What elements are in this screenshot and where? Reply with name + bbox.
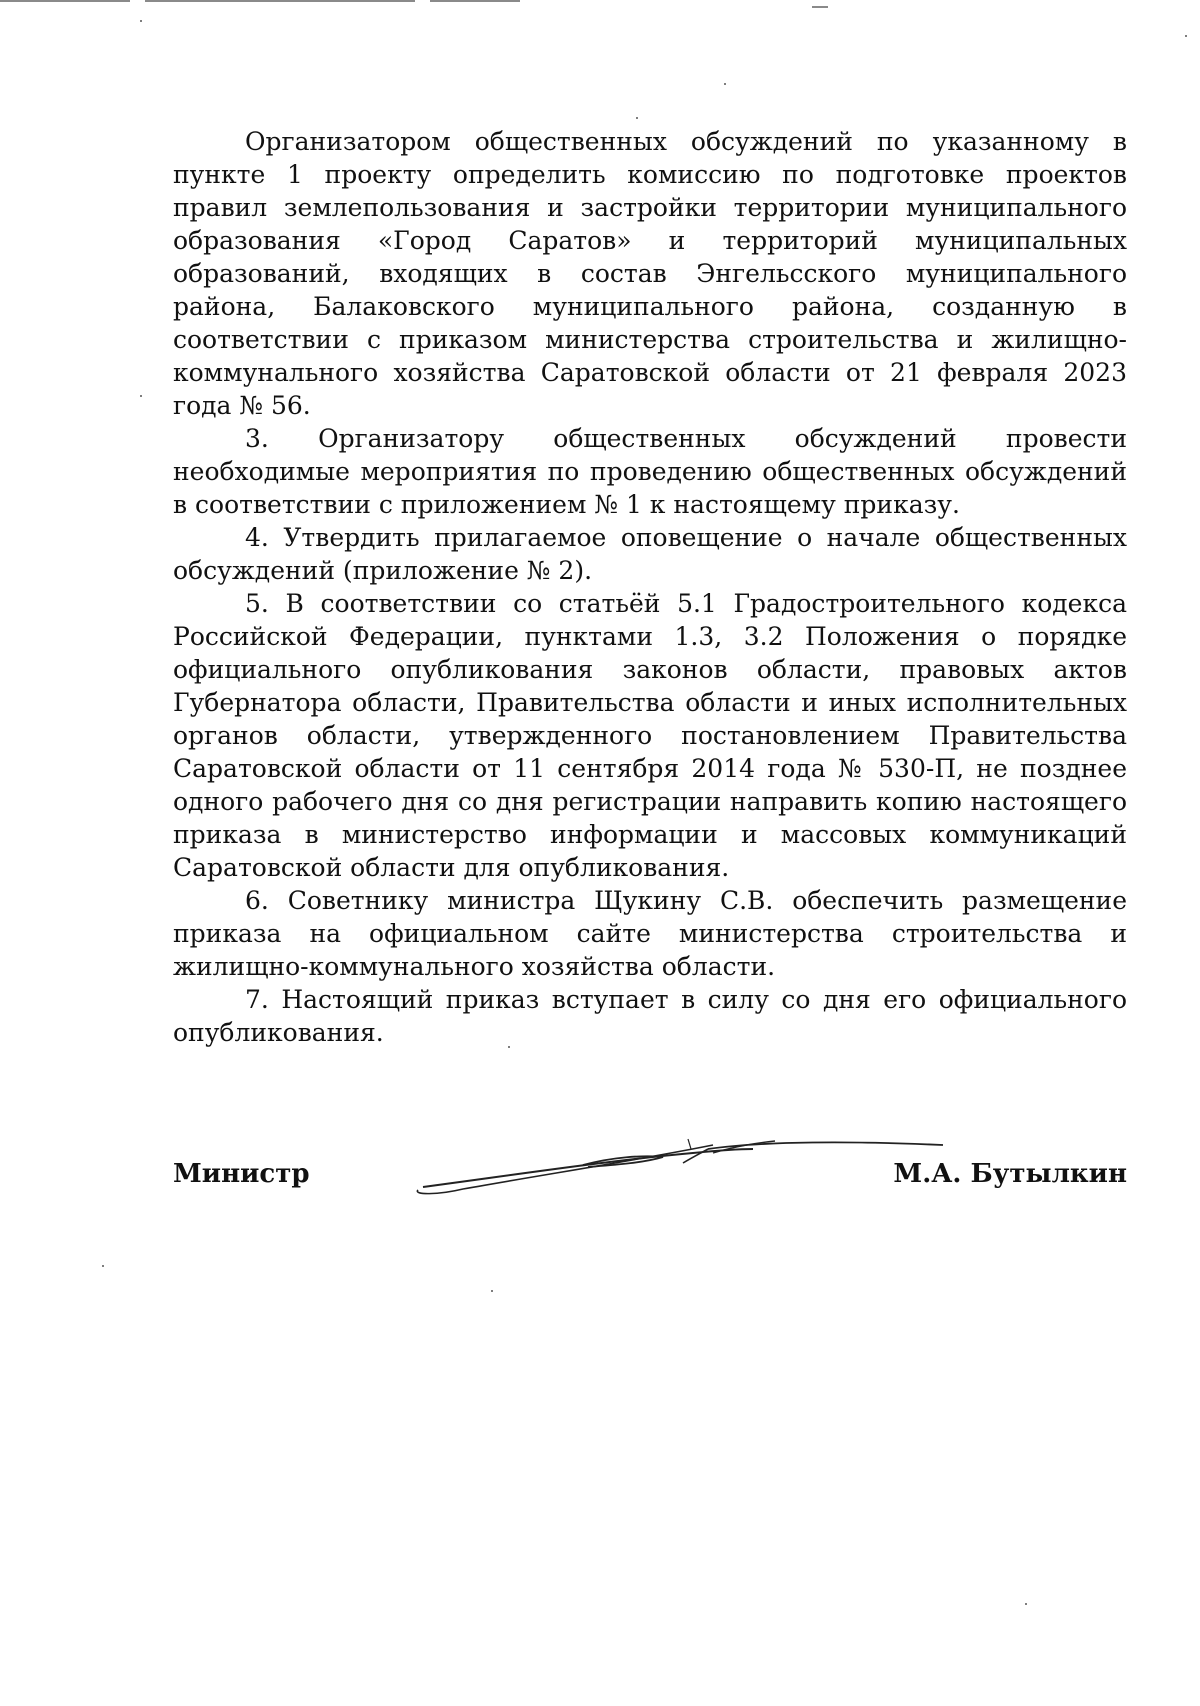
signature-block [173, 1150, 1127, 1210]
scan-speck [140, 20, 142, 22]
scan-speck [140, 395, 142, 397]
paragraph-organizer: Организатором общественных обсуждений по указанному в пункте 1 проекту определить комиссию по подготовке проектов правил землепользования и застройки территории муниципального образования «Город Саратов» и территорий муниципальных образований, входящих в состав Энгельсского муниципального района, Балаковского муниципального района, созданную в соответствии с приказом министерства строительства и жилищно-коммунального хозяйства Саратовской области от 21 февраля 2023 года № 56. [173, 127, 1127, 420]
paragraph-6: 6. Советнику министра Щукину С.В. обеспечить размещение приказа на официальном сайте министерства строительства и жилищно-коммунального хозяйства области. [173, 886, 1127, 981]
signatory-name: М.А. Бутылкин [893, 1159, 1127, 1189]
paragraph-5: 5. В соответствии со статьёй 5.1 Градостроительного кодекса Российской Федерации, пунктами 1.3, 3.2 Положения о порядке официального опубликования законов области, правовых актов Губернатора области, Правительства области и иных исполнительных органов области, утвержденного постановлением Правительства Саратовской области от 11 сентября 2014 года № 530-П, не позднее одного рабочего дня со дня регистрации направить копию настоящего приказа в министерство информации и массовых коммуникаций Саратовской области для опубликования. [173, 589, 1127, 882]
scan-speck [102, 1265, 104, 1267]
scan-speck [1025, 1603, 1027, 1605]
paragraph-3: 3. Организатору общественных обсуждений провести необходимые мероприятия по проведению общественных обсуждений в соответствии с приложением № 1 к настоящему приказу. [173, 424, 1127, 519]
scan-speck [491, 1290, 493, 1292]
document-body [173, 125, 1127, 1049]
paragraph-4: 4. Утвердить прилагаемое оповещение о начале общественных обсуждений (приложение № 2). [173, 523, 1127, 585]
paragraph-7: 7. Настоящий приказ вступает в силу со дня его официального опубликования. [173, 985, 1127, 1047]
scan-speck [724, 83, 726, 85]
scan-edge-artifact [0, 0, 1200, 4]
scan-speck [1185, 35, 1187, 37]
scan-speck [508, 1046, 510, 1048]
scan-speck [636, 117, 638, 119]
signatory-title: Министр [173, 1159, 310, 1189]
